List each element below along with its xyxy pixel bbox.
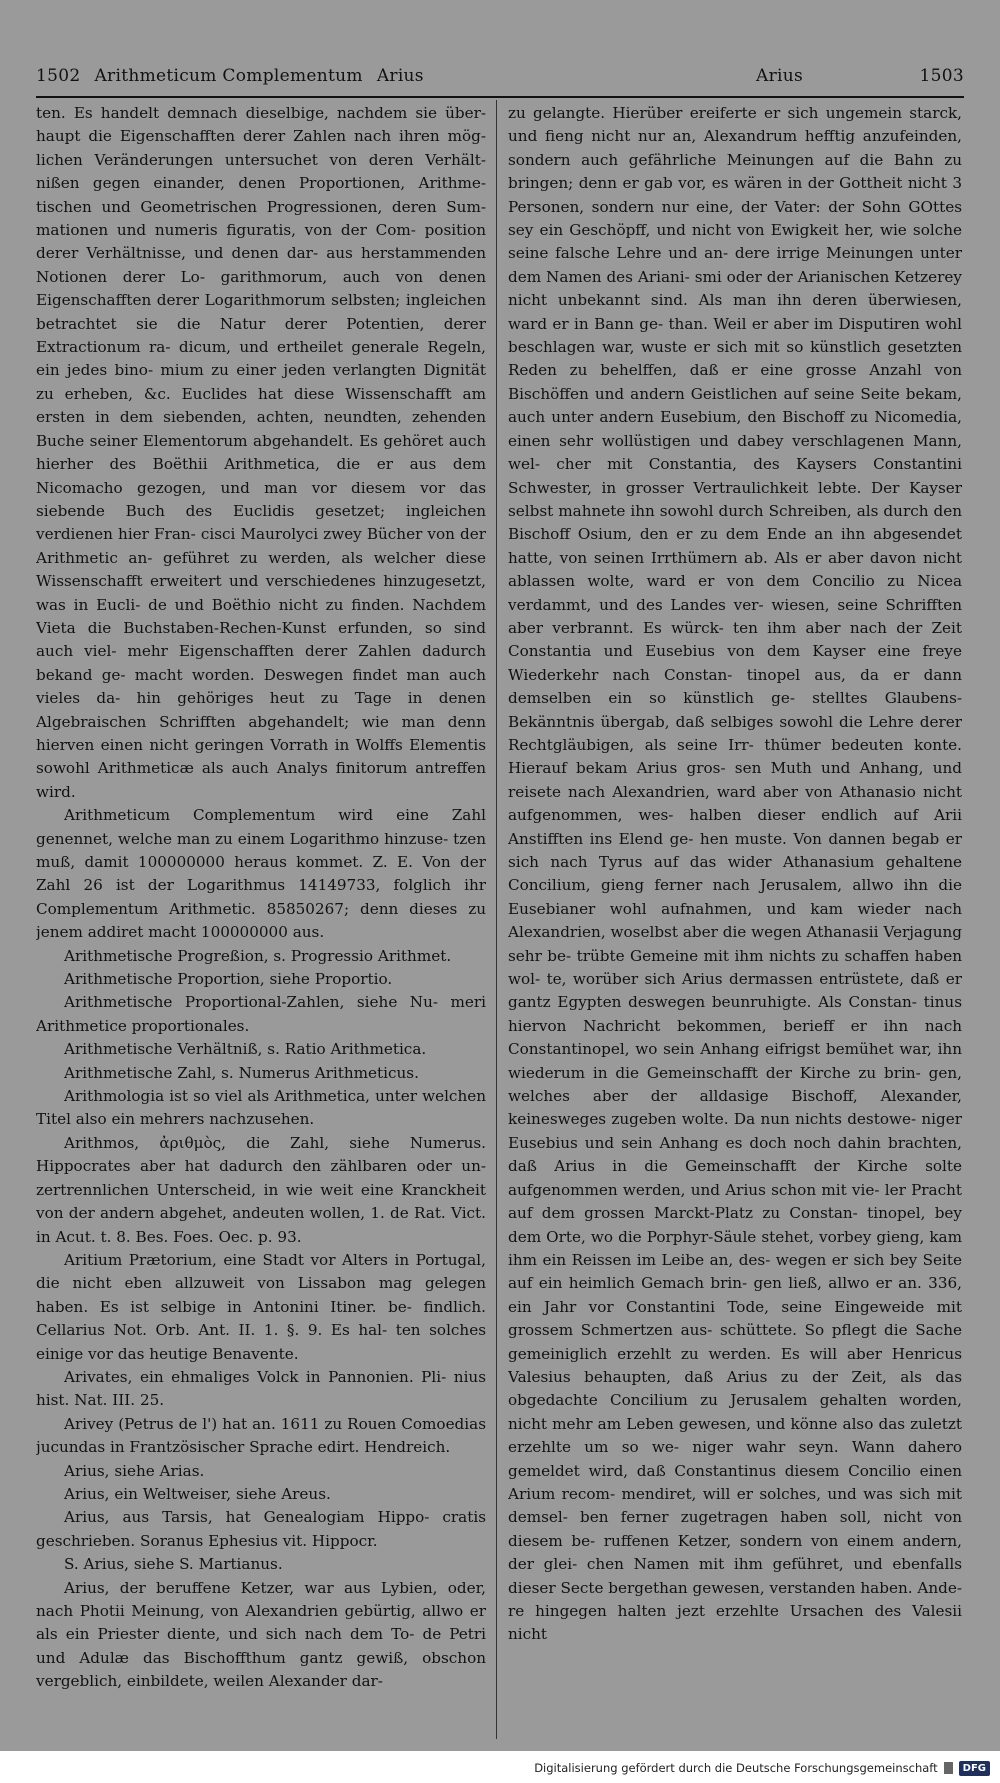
lexicon-entry: Arithmetische Proportional-Zahlen, siehe Nu- meri Arithmetice proportionales.	[36, 993, 486, 1035]
digitization-footer	[534, 1755, 990, 1781]
header-keyword-right: Arius	[756, 66, 804, 86]
lexicon-entry: Arithmetische Progreßion, s. Progressio Arithmet.	[64, 946, 452, 965]
right-column	[508, 102, 962, 1741]
lexicon-entry: Arius, ein Weltweiser, siehe Areus.	[64, 1484, 331, 1503]
lexicon-entry: Arivates, ein ehmaliges Volck in Pannonien. Pli- nius hist. Nat. III. 25.	[36, 1367, 486, 1410]
header-rule	[36, 96, 964, 98]
lexicon-entry: Arius, aus Tarsis, hat Genealogiam Hippo- cratis geschrieben. Soranus Ephesius vit. Hippocr.	[36, 1508, 486, 1550]
lexicon-entry: Arithmetische Zahl, s. Numerus Arithmeticus.	[64, 1063, 419, 1082]
page-number-left: 1502	[36, 66, 81, 86]
lexicon-entry: Arithmeticum Complementum wird eine Zahl genennet, welche man zu einem Logarithmo hinzuse- tzen muß, damit 100000000 heraus kommet. Z. E. Von der Zahl 26 ist der Logarithmus 14149733, folglich ihr Complementum Arithmetic. 85850267; denn dieses zu jenem addiret macht 100000000 aus.	[36, 806, 486, 942]
lexicon-entry: Arivey (Petrus de l') hat an. 1611 zu Rouen Comoedias jucundas in Frantzösischer Sprache edirt. Hendreich.	[36, 1414, 486, 1457]
lexicon-entry: Arithmetische Proportion, siehe Proportio.	[64, 970, 393, 989]
continued-paragraph: ten. Es handelt demnach dieselbige, nachdem sie über- haupt die Eigenschafften derer Zahlen nach ihren mög- lichen Veränderungen untersuchet von deren Verhält- nißen gegen einander, denen Proportionen, Arithme- tischen und Geometrischen Progressionen, deren Sum- mationen und numeris figuratis, von der Com- position derer Verhältnisse, und denen dar- aus herstammenden Notionen derer Lo- garithmorum, auch von denen Eigenschafften derer Logarithmorum selbsten; ingleichen betrachtet sie die Natur derer Potentien, derer Extractionum ra- dicum, und ertheilet generale Regeln, ein jedes bino- mium zu einer jeden verlangten Dignität zu erheben, &c. Euclides hat diese Wissenschafft am ersten in dem siebenden, achten, neundten, zehenden Buche seiner Elementorum abgehandelt. Es gehöret auch hierher des Boëthii Arithmetica, die er aus dem Nicomacho gezogen, und man vor diesem vor das siebende Buch des Euclidis gesetzet; ingleichen verdienen hier Fran- cisci Maurolyci zwey Bücher von der Arithmetic an- geführet zu werden, als welcher diese Wissenschafft erweitert und verschiedenes hinzugesetzt, was in Eucli- de und Boëthio nicht zu finden. Nachdem Vieta die Buchstaben-Rechen-Kunst erfunden, so sind auch viel- mehr Eigenschafften derer Zahlen dadurch bekand ge- macht worden. Deswegen findet man auch vieles da- hin gehöriges heut zu Tage in denen Algebraischen Schrifften abgehandelt; wie man denn hierven einen nicht geringen Vorrath in Wolffs Elementis sowohl Arithmeticæ als auch Analys finitorum antreffen wird.	[36, 104, 486, 801]
lexicon-entry: Arius, siehe Arias.	[64, 1461, 205, 1480]
lexicon-entry: S. Arius, siehe S. Martianus.	[64, 1555, 283, 1574]
dfg-logo: DFG	[959, 1761, 990, 1776]
lexicon-entry: Arithmologia ist so viel als Arithmetica, unter welchen Titel also ein mehrers nachzusehen.	[36, 1087, 486, 1129]
footer-text: Digitalisierung gefördert durch die Deutsche Forschungsgemeinschaft	[534, 1761, 938, 1775]
header-keyword-left: Arius	[376, 66, 424, 86]
page-number-right: 1503	[919, 66, 964, 86]
lexicon-entry: Arius, der beruffene Ketzer, war aus Lybien, oder, nach Photii Meinung, von Alexandrien gebürtig, allwo er als ein Priester diente, und sich nach dem To- de Petri und Adulæ das Bischoffthum gantz gewiß, obschon vergeblich, einbildete, weilen Alexander dar-	[36, 1578, 486, 1691]
left-column	[36, 102, 486, 1741]
lexicon-entry: Aritium Prætorium, eine Stadt vor Alters in Portugal, die nicht eben allzuweit von Lissabon mag gelegen haben. Es ist selbige in Antonini Itiner. be- findlich. Cellarius Not. Orb. Ant. II. 1. §. 9. Es hal- ten solches einige vor das heutige Benavente.	[36, 1250, 486, 1363]
header-title-left: Arithmeticum Complementum	[94, 66, 363, 86]
column-divider	[496, 100, 497, 1739]
running-header	[36, 62, 964, 90]
continued-paragraph: zu gelangte. Hierüber ereiferte er sich ungemein starck, und fieng nicht nur an, Alexandrum hefftig anzufeinden, sondern auch gefährliche Meinungen auf die Bahn zu bringen; denn er gab vor, es wären in der Gottheit nicht 3 Personen, sondern nur eine, der Vater: der Sohn GOttes sey ein Geschöpff, und nicht von Ewigkeit her, wie solche seine falsche Lehre und an- dere irrige Meinungen unter dem Namen des Ariani- smi oder der Arianischen Ketzerey nicht unbekannt sind. Als man ihn deren überwiesen, ward er in Bann ge- than. Weil er aber im Disputiren wohl beschlagen war, wuste er sich mit so künstlich gesetzten Reden zu behelffen, daß er eine grosse Anzahl von Bischöffen und andern Geistlichen auf seine Seite bekam, auch unter andern Eusebium, den Bischoff zu Nicomedia, einen sehr wollüstigen und dabey verschlagenen Mann, wel- cher mit Constantia, des Kaysers Constantini Schwester, in grosser Vertraulichkeit lebte. Der Kayser selbst mahnete ihn sowohl durch Schreiben, als durch den Bischoff Osium, den er zu dem Ende an ihn abgesendet hatte, von seinen Irrthümern ab. Als er aber davon nicht ablassen wolte, ward er von dem Concilio zu Nicea verdammt, und des Landes ver- wiesen, seine Schrifften aber verbrannt. Es würck- ten ihm aber nach der Zeit Constantia und Eusebius von dem Kayser eine freye Wiederkehr nach Constan- tinopel aus, da er dann demselben ein so künstlich ge- stelltes Glaubens-Bekänntnis übergab, daß selbiges sowohl die Lehre derer Rechtgläubigen, als seine Irr- thümer bedeuten konte. Hierauf bekam Arius gros- sen Muth und Anhang, und reisete nach Alexandrien, ward aber von Athanasio nicht aufgenommen, wes- halben dieser endlich auf Arii Anstifften ins Elend ge- hen muste. Von dannen begab er sich nach Tyrus auf das wider Athanasium gehaltene Concilium, gieng ferner nach Jerusalem, allwo ihn die Eusebianer wohl aufnahmen, und kam wieder nach Alexandrien, woselbst aber die wegen Athanasii Verjagung sehr be- trübte Gemeine mit ihm nichts zu schaffen haben wol- te, worüber sich Arius dermassen entrüstete, daß er gantz Egypten deswegen beunruhigte. Als Constan- tinus hiervon Nachricht bekommen, berieff er ihn nach Constantinopel, wo sein Anhang eifrigst bemühet war, ihn wiederum in die Gemeinschafft der Kirche zu brin- gen, welches aber der alldasige Bischoff, Alexander, keinesweges zugeben wolte. Da nun nichts destowe- niger Eusebius und sein Anhang es doch noch dahin brachten, daß Arius in die Gemeinschafft der Kirche solte aufgenommen werden, und Arius schon mit vie- ler Pracht auf dem grossen Marckt-Platz zu Constan- tinopel, bey dem Orte, wo die Porphyr-Säule stehet, vorbey gieng, kam ihm ein Reissen im Leibe an, des- wegen er sich bey Seite auf ein heimlich Gemach brin- gen ließ, allwo er an. 336, ein Jahr vor Constantini Tode, seine Eingeweide mit grossem Schmertzen aus- schüttete. So pflegt die Sache gemeiniglich erzehlt zu werden. Es will aber Henricus Valesius behaupten, daß Arius zu der Zeit, als das obgedachte Concilium zu Jerusalem gehalten worden, nicht mehr am Leben gewesen, und könne also das zuletzt erzehlte um so we- niger wahr seyn. Wann dahero gemeldet wird, daß Constantinus diesem Concilio einen Arium recom- mendiret, will er solches, und was sich mit demsel- ben ferner zugetragen haben soll, nicht von diesem be- ruffenen Ketzer, sondern von einem andern, der glei- chen Namen mit ihm geführet, und ebenfalls dieser Secte bergethan gewesen, verstanden haben. Ande- re hingegen halten jezt erzehlte Ursachen des Valesii nicht	[508, 104, 962, 1644]
separator-icon	[944, 1762, 953, 1774]
lexicon-entry: Arithmos, ἀριθμὸς, die Zahl, siehe Numerus. Hippocrates aber hat dadurch den zählbaren oder un- zertrennlichen Unterscheid, in wie weit eine Kranckheit von der andern abgehet, andeuten wollen, 1. de Rat. Vict. in Acut. t. 8. Bes. Foes. Oec. p. 93.	[36, 1133, 486, 1246]
lexicon-entry: Arithmetische Verhältniß, s. Ratio Arithmetica.	[64, 1040, 427, 1059]
